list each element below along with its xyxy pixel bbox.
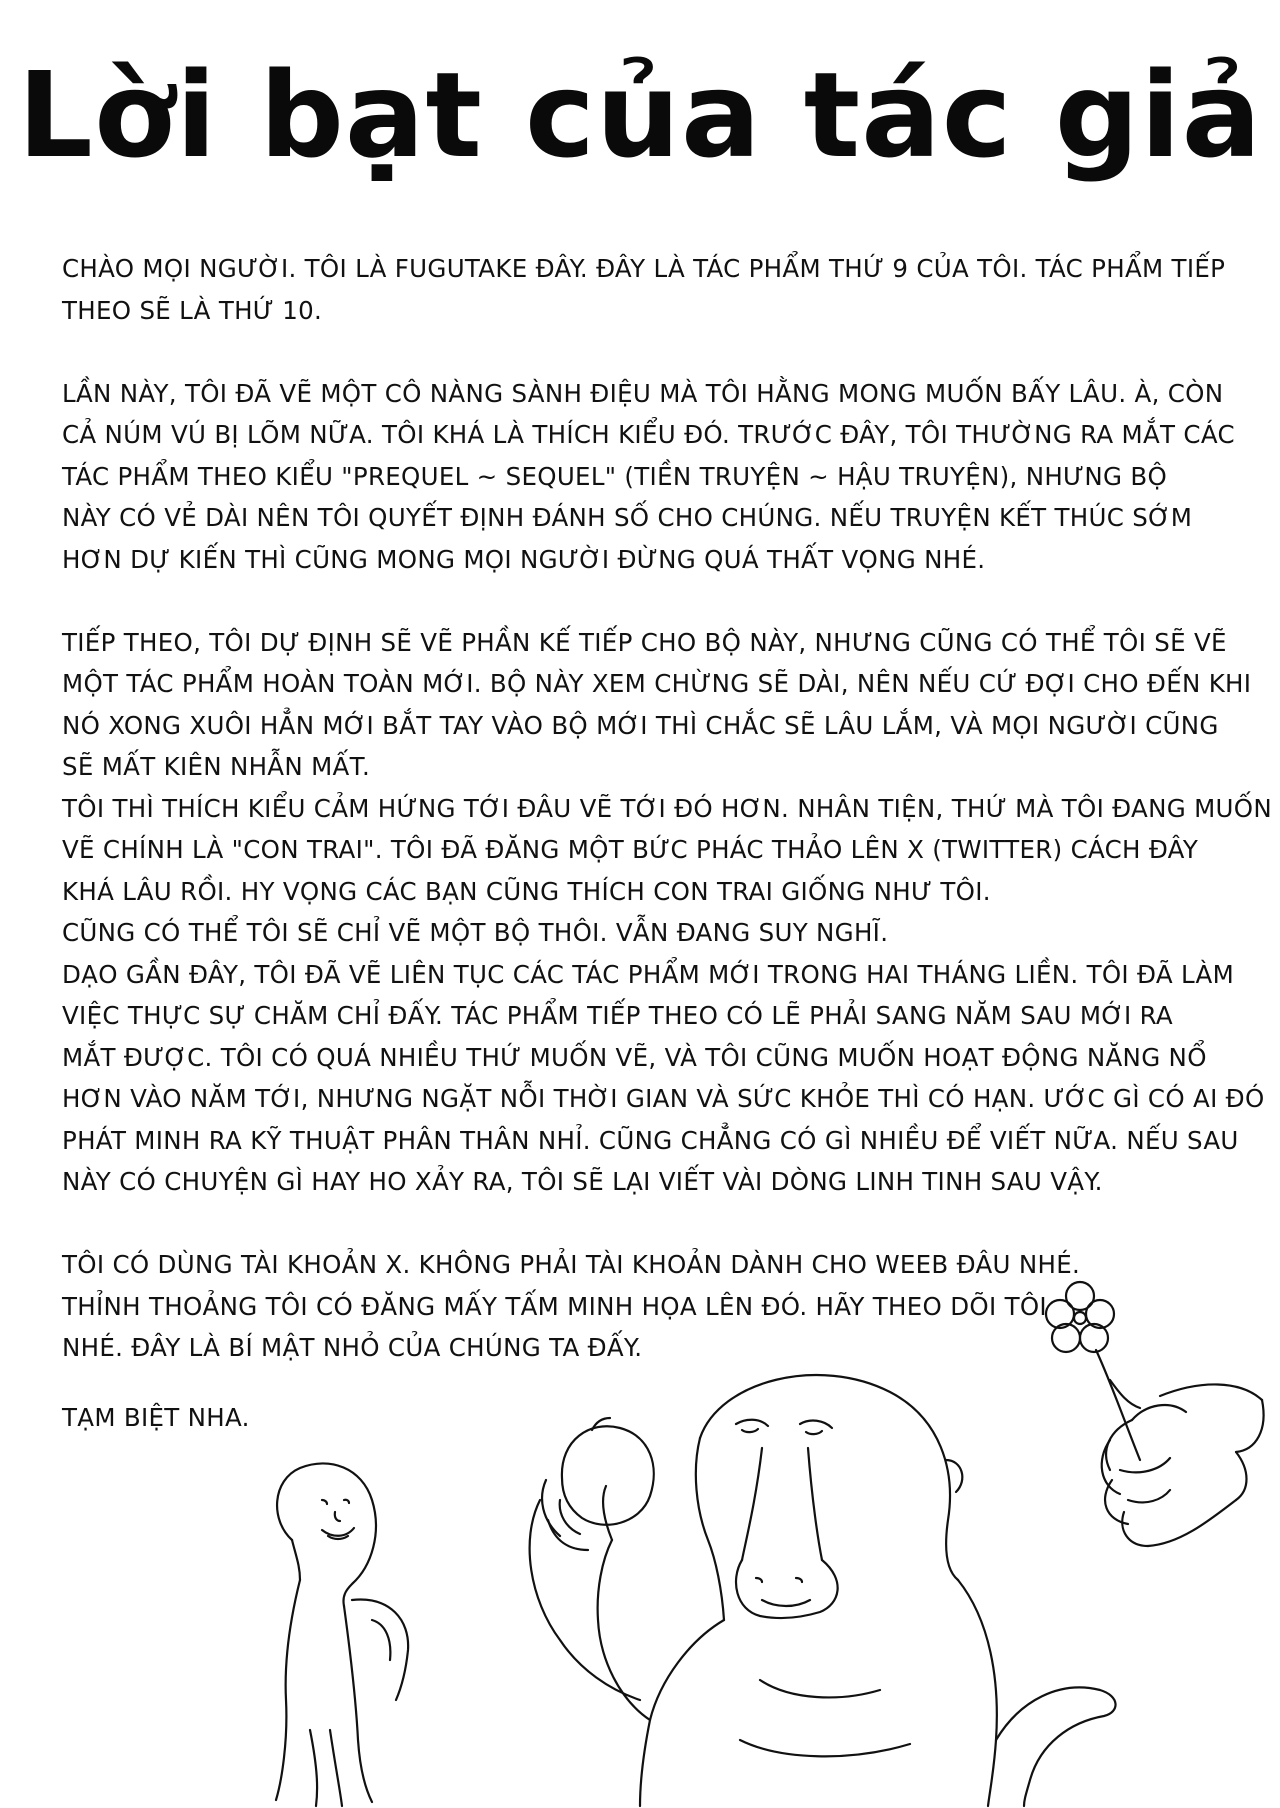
text-line: MẮT ĐƯỢC. TÔI CÓ QUÁ NHIỀU THỨ MUỐN VẼ, VÀ TÔI CŨNG MUỐN HOẠT ĐỘNG NĂNG NỔ	[62, 1042, 1207, 1072]
monkey-holding-fruit-icon	[530, 1375, 1116, 1806]
paragraph-1	[62, 248, 1226, 331]
text-line: CẢ NÚM VÚ BỊ LÕM NỮA. TÔI KHÁ LÀ THÍCH KIỂU ĐÓ. TRƯỚC ĐÂY, TÔI THƯỜNG RA MẮT CÁC	[62, 420, 1235, 449]
text-line: VIỆC THỰC SỰ CHĂM CHỈ ĐẤY. TÁC PHẨM TIẾP THEO CÓ LẼ PHẢI SANG NĂM SAU MỚI RA	[62, 1001, 1173, 1030]
text-line: THEO SẼ LÀ THỨ 10.	[62, 295, 323, 325]
text-line: CŨNG CÓ THỂ TÔI SẼ CHỈ VẼ MỘT BỘ THÔI. VẪN ĐANG SUY NGHĨ.	[62, 918, 889, 947]
text-line: MỘT TÁC PHẨM HOÀN TOÀN MỚI. BỘ NÀY XEM CHỪNG SẼ DÀI, NÊN NẾU CỨ ĐỢI CHO ĐẾN KHI	[62, 669, 1252, 698]
creature-doodle-icon	[276, 1463, 408, 1806]
text-line: TÔI THÌ THÍCH KIỂU CẢM HỨNG TỚI ĐÂU VẼ TỚI ĐÓ HƠN. NHÂN TIỆN, THỨ MÀ TÔI ĐANG MUỐN	[62, 793, 1272, 823]
text-line: VẼ CHÍNH LÀ "CON TRAI". TÔI ĐÃ ĐĂNG MỘT BỨC PHÁC THẢO LÊN X (TWITTER) CÁCH ĐÂY	[62, 835, 1199, 864]
text-line: NHÉ. ĐÂY LÀ BÍ MẬT NHỎ CỦA CHÚNG TA ĐẤY.	[62, 1333, 643, 1362]
page-title: Lời bạt của tác giả	[17, 46, 1263, 184]
paragraph-gap	[62, 1203, 1222, 1245]
text-line: TÔI CÓ DÙNG TÀI KHOẢN X. KHÔNG PHẢI TÀI KHOẢN DÀNH CHO WEEB ĐÂU NHÉ.	[62, 1250, 1081, 1279]
text-line: HƠN DỰ KIẾN THÌ CŨNG MONG MỌI NGƯỜI ĐỪNG QUÁ THẤT VỌNG NHÉ.	[62, 544, 986, 574]
text-line: PHÁT MINH RA KỸ THUẬT PHÂN THÂN NHỈ. CŨNG CHẲNG CÓ GÌ NHIỀU ĐỂ VIẾT NỮA. NẾU SAU	[62, 1125, 1239, 1155]
text-line: TÁC PHẨM THEO KIỂU "PREQUEL ~ SEQUEL" (TIỀN TRUYỆN ~ HẬU TRUYỆN), NHƯNG BỘ	[62, 461, 1168, 491]
paragraph-4	[62, 1244, 1222, 1369]
afterword-body	[62, 248, 1272, 1369]
paragraph-2	[62, 373, 1235, 581]
text-line: NÀY CÓ CHUYỆN GÌ HAY HO XẢY RA, TÔI SẼ LẠI VIẾT VÀI DÒNG LINH TINH SAU VẬY.	[62, 1167, 1103, 1196]
text-line: NÓ XONG XUÔI HẲN MỚI BẮT TAY VÀO BỘ MỚI THÌ CHẮC SẼ LÂU LẮM, VÀ MỌI NGƯỜI CŨNG	[62, 710, 1219, 740]
text-line: NÀY CÓ VẺ DÀI NÊN TÔI QUYẾT ĐỊNH ĐÁNH SỐ CHO CHÚNG. NẾU TRUYỆN KẾT THÚC SỚM	[62, 503, 1193, 532]
paragraph-gap	[62, 331, 1222, 373]
text-line: HƠN VÀO NĂM TỚI, NHƯNG NGẶT NỖI THỜI GIAN VÀ SỨC KHỎE THÌ CÓ HẠN. ƯỚC GÌ CÓ AI ĐÓ	[62, 1084, 1265, 1113]
paragraph-gap	[62, 580, 1222, 622]
text-line: CHÀO MỌI NGƯỜI. TÔI LÀ FUGUTAKE ĐÂY. ĐÂY LÀ TÁC PHẨM THỨ 9 CỦA TÔI. TÁC PHẨM TIẾP	[62, 254, 1226, 283]
text-line: TIẾP THEO, TÔI DỰ ĐỊNH SẼ VẼ PHẦN KẾ TIẾP CHO BỘ NÀY, NHƯNG CŨNG CÓ THỂ TÔI SẼ VẼ	[62, 627, 1227, 657]
text-line: LẦN NÀY, TÔI ĐÃ VẼ MỘT CÔ NÀNG SÀNH ĐIỆU MÀ TÔI HẰNG MONG MUỐN BẤY LÂU. À, CÒN	[62, 378, 1224, 408]
text-line: SẼ MẤT KIÊN NHẪN MẤT.	[62, 752, 371, 781]
text-line: THỈNH THOẢNG TÔI CÓ ĐĂNG MẤY TẤM MINH HỌA LÊN ĐÓ. HÃY THEO DÕI TÔI	[62, 1291, 1047, 1321]
text-line: DẠO GẦN ĐÂY, TÔI ĐÃ VẼ LIÊN TỤC CÁC TÁC PHẨM MỚI TRONG HAI THÁNG LIỀN. TÔI ĐÃ LÀM	[62, 959, 1235, 989]
text-line: KHÁ LÂU RỒI. HY VỌNG CÁC BẠN CŨNG THÍCH CON TRAI GIỐNG NHƯ TÔI.	[62, 876, 991, 906]
sign-off: TẠM BIỆT NHA.	[62, 1403, 250, 1432]
paragraph-3	[62, 622, 1272, 1203]
